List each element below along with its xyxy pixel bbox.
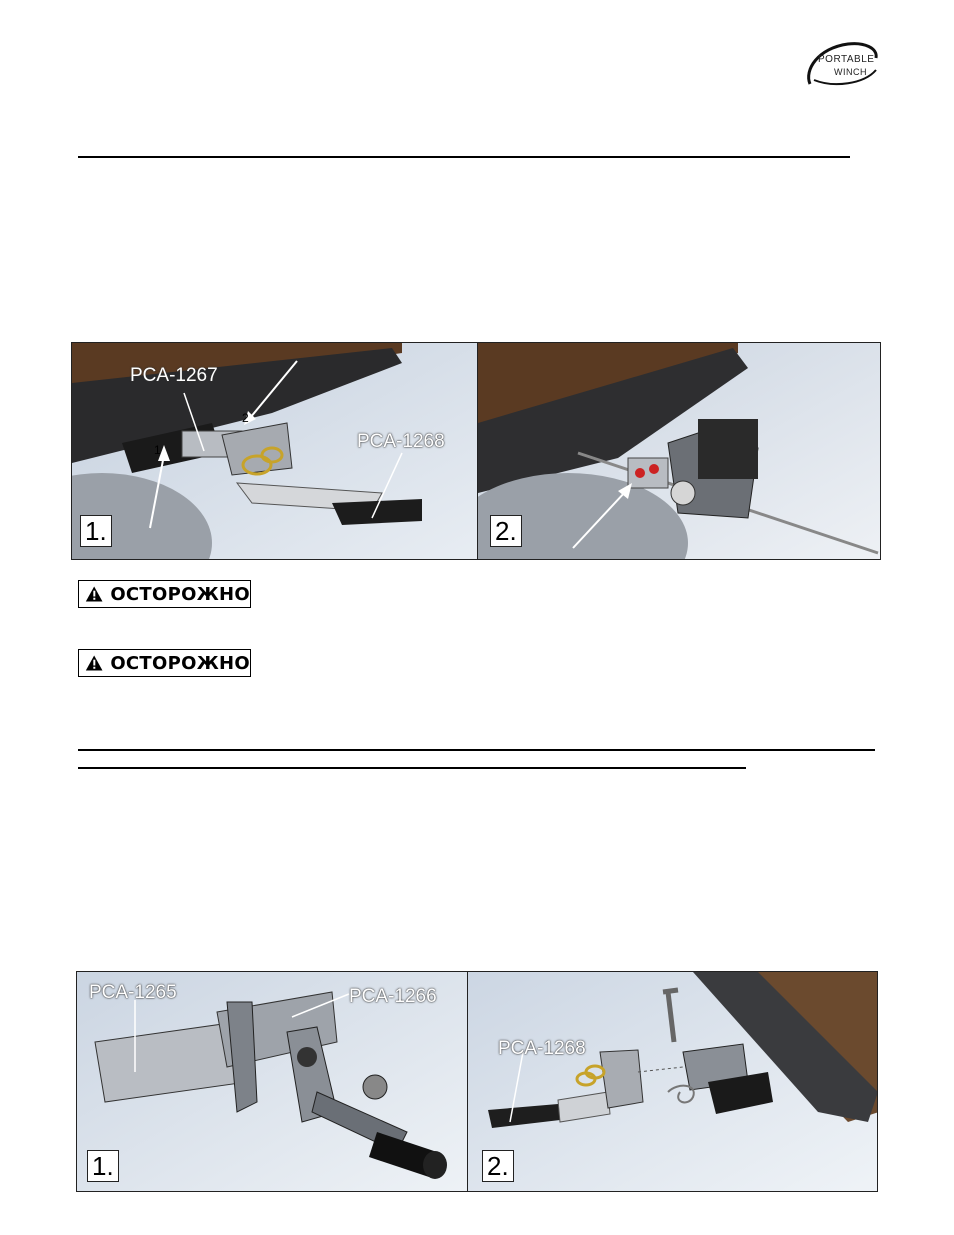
part-label-pca-1268: PCA-1268 <box>357 431 445 452</box>
section-divider-top <box>78 156 850 158</box>
part-label-pca-1267: PCA-1267 <box>130 365 218 386</box>
caution-label-2 <box>78 649 251 677</box>
figure-top-panel-1 <box>71 342 479 560</box>
figure-number: 1. <box>80 515 112 547</box>
caution-text: ОСТОРОЖНО <box>110 652 250 674</box>
warning-triangle-icon <box>85 584 103 604</box>
figure-number: 2. <box>482 1150 514 1182</box>
step-marker-1: 1 <box>154 443 161 457</box>
figure-top-panel-2 <box>477 342 881 560</box>
section-divider-mid-2 <box>78 767 746 769</box>
portable-winch-logo <box>804 40 882 92</box>
section-divider-mid-1 <box>78 749 875 751</box>
figure-number: 1. <box>87 1150 119 1182</box>
logo-swoosh-icon <box>804 40 882 92</box>
figure-bottom-panel-1 <box>76 971 469 1192</box>
step-marker-2: 2 <box>242 411 249 425</box>
part-label-pca-1266: PCA-1266 <box>349 986 437 1007</box>
warning-triangle-icon <box>85 653 103 673</box>
logo-text-top: PORTABLE <box>818 54 875 65</box>
caution-text: ОСТОРОЖНО <box>110 583 250 605</box>
logo-text-bottom: WINCH <box>834 67 867 77</box>
part-label-pca-1268: PCA-1268 <box>498 1038 586 1059</box>
part-label-pca-1265: PCA-1265 <box>89 982 177 1003</box>
figure-number: 2. <box>490 515 522 547</box>
figure-bottom-panel-2 <box>467 971 878 1192</box>
caution-label-1 <box>78 580 251 608</box>
